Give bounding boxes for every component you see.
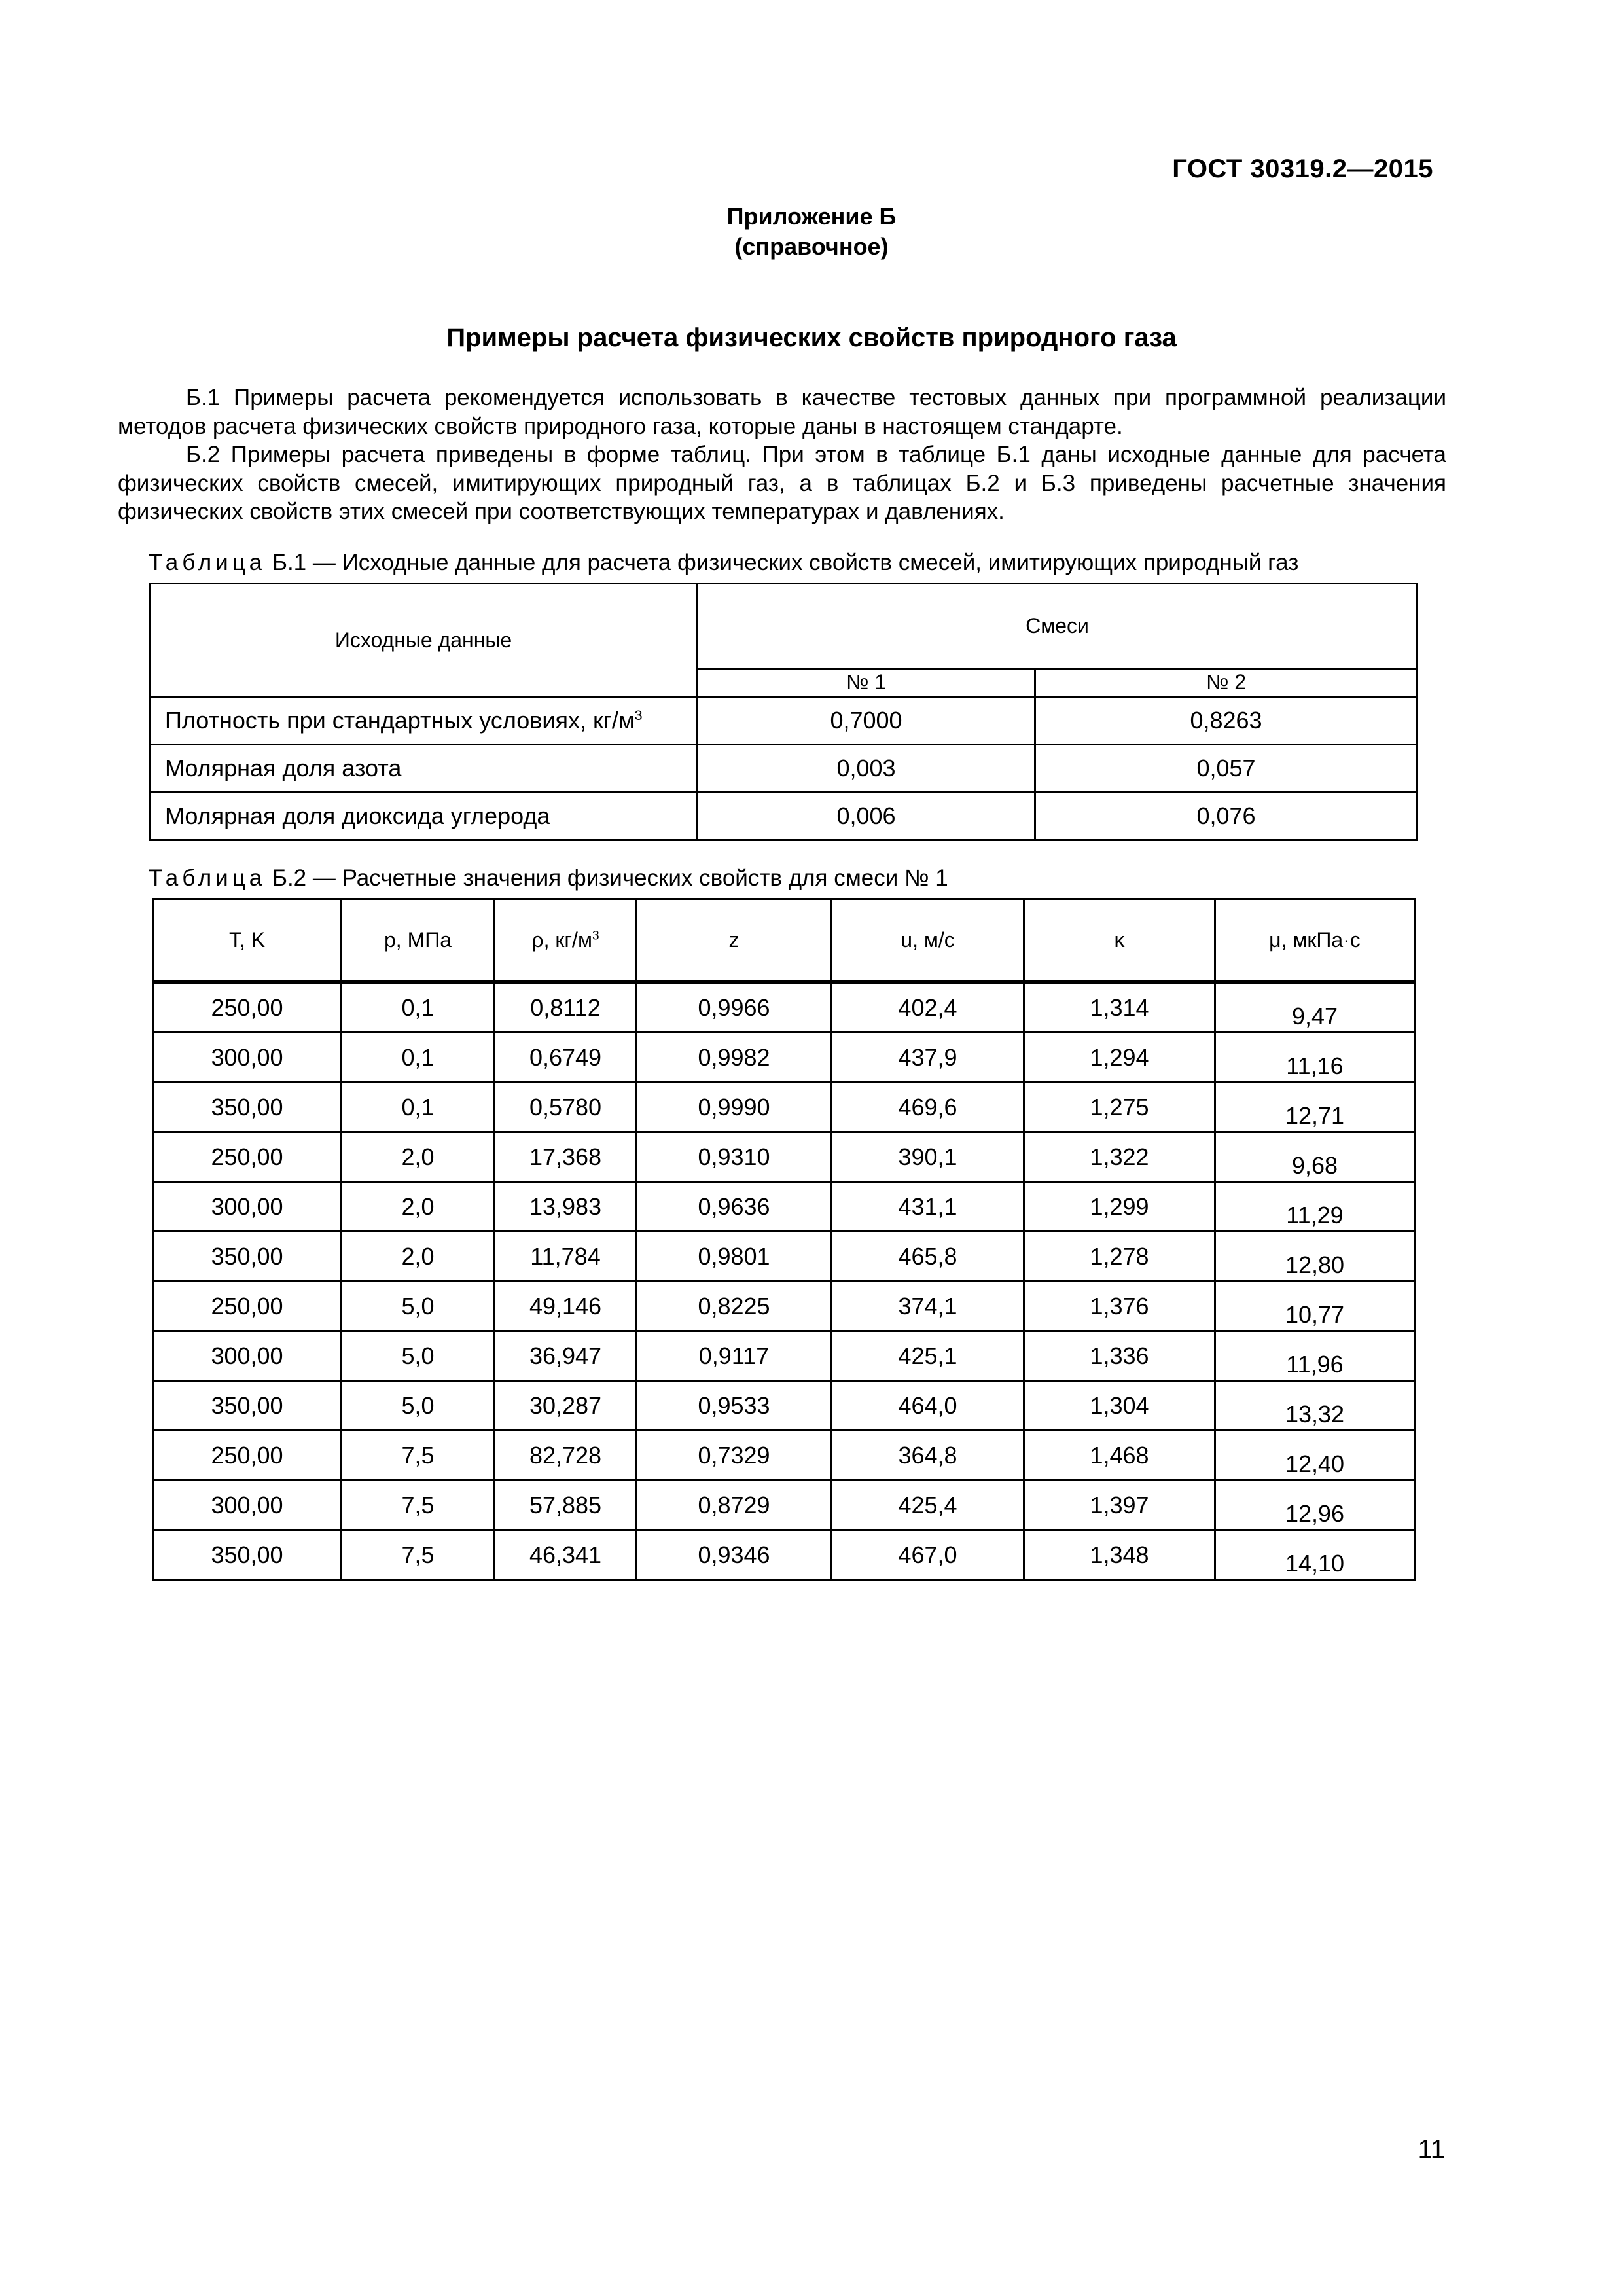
- table2-cell-pressure: 7,5: [342, 1480, 495, 1530]
- table2-cell-density: 0,5780: [495, 1083, 637, 1132]
- table2-cell-pressure: 0,1: [342, 1033, 495, 1083]
- annex-type: (справочное): [734, 233, 889, 260]
- table2-row: [153, 1431, 1415, 1480]
- table1-row-label: [150, 793, 698, 840]
- table2-cell-sound-speed: 402,4: [832, 982, 1024, 1033]
- table2-cell-pressure: 5,0: [342, 1282, 495, 1331]
- page-number: 11: [1418, 2135, 1445, 2164]
- annex-title: Приложение Б: [726, 203, 897, 230]
- table2-cell-sound-speed: 425,1: [832, 1331, 1024, 1381]
- table2-caption: [149, 865, 948, 891]
- annex-block: [0, 202, 1623, 262]
- table2-row: [153, 1083, 1415, 1132]
- table2-cell-temperature: 300,00: [153, 1182, 342, 1232]
- table1-row-label: [150, 745, 698, 793]
- table1-caption-text: Б.1 — Исходные данные для расчета физических свойств смесей, имитирующих природный газ: [272, 550, 1299, 575]
- table2-cell-isentropic-exponent: 1,294: [1024, 1033, 1215, 1083]
- table2-cell-temperature: 250,00: [153, 982, 342, 1033]
- table2-header-viscosity: μ, мкПа·с: [1215, 899, 1415, 982]
- table2-cell-isentropic-exponent: 1,468: [1024, 1431, 1215, 1480]
- table2-cell-density: 46,341: [495, 1530, 637, 1580]
- table2-cell-density: 13,983: [495, 1182, 637, 1232]
- table2-header-sound-speed: u, м/с: [832, 899, 1024, 982]
- table2-cell-compressibility: 0,9117: [637, 1331, 832, 1381]
- table2-cell-pressure: 7,5: [342, 1530, 495, 1580]
- table2-cell-viscosity: 14,10: [1215, 1530, 1415, 1580]
- paragraph-b1: Б.1 Примеры расчета рекомендуется использовать в качестве тестовых данных при программной реализации методов расчета физических свойств природного газа, которые даны в настоящем стандарте.: [118, 385, 1446, 439]
- table2-cell-temperature: 350,00: [153, 1232, 342, 1282]
- table1-row: [150, 697, 1418, 745]
- table2-cell-compressibility: 0,9310: [637, 1132, 832, 1182]
- table2-header-isentropic-exponent: κ: [1024, 899, 1215, 982]
- table2-cell-pressure: 7,5: [342, 1431, 495, 1480]
- table2-cell-temperature: 350,00: [153, 1083, 342, 1132]
- table2-cell-viscosity: 10,77: [1215, 1282, 1415, 1331]
- body-text: [118, 384, 1446, 526]
- table2-cell-density: 49,146: [495, 1282, 637, 1331]
- table2-cell-compressibility: 0,8225: [637, 1282, 832, 1331]
- table2-cell-density: 11,784: [495, 1232, 637, 1282]
- table2-cell-temperature: 300,00: [153, 1480, 342, 1530]
- table2-cell-sound-speed: 390,1: [832, 1132, 1024, 1182]
- table1-caption-label: Таблица: [149, 550, 266, 575]
- table2-cell-temperature: 250,00: [153, 1282, 342, 1331]
- table2-cell-temperature: 350,00: [153, 1381, 342, 1431]
- table2-cell-pressure: 0,1: [342, 982, 495, 1033]
- table2-row: [153, 1381, 1415, 1431]
- table2-cell-compressibility: 0,7329: [637, 1431, 832, 1480]
- table2-cell-isentropic-exponent: 1,348: [1024, 1530, 1215, 1580]
- table2-cell-viscosity: 11,96: [1215, 1331, 1415, 1381]
- table2-cell-isentropic-exponent: 1,275: [1024, 1083, 1215, 1132]
- table1-cell-mix2: 0,8263: [1035, 697, 1418, 745]
- table1-row-label-text: Плотность при стандартных условиях, кг/м: [165, 707, 635, 734]
- table2-cell-pressure: 2,0: [342, 1232, 495, 1282]
- table2-cell-isentropic-exponent: 1,376: [1024, 1282, 1215, 1331]
- table2-row: [153, 1331, 1415, 1381]
- table2-cell-isentropic-exponent: 1,322: [1024, 1132, 1215, 1182]
- table2-header-pressure: p, МПа: [342, 899, 495, 982]
- table2-cell-viscosity: 13,32: [1215, 1381, 1415, 1431]
- table2-header-density-sup: 3: [592, 928, 599, 942]
- table2-row: [153, 1480, 1415, 1530]
- table2-cell-viscosity: 12,40: [1215, 1431, 1415, 1480]
- table2-row: [153, 1530, 1415, 1580]
- table2-cell-viscosity: 12,80: [1215, 1232, 1415, 1282]
- table2-cell-compressibility: 0,9966: [637, 982, 832, 1033]
- table2-row: [153, 1132, 1415, 1182]
- paragraph-b2: Б.2 Примеры расчета приведены в форме таблиц. При этом в таблице Б.1 даны исходные данные для расчета физических свойств смесей, имитирующих природный газ, а в таблицах Б.2 и Б.3 приведены расчетные значения физических свойств этих смесей при соответствующих температурах и давлениях.: [118, 442, 1446, 524]
- table2-row: [153, 1232, 1415, 1282]
- page-heading: Примеры расчета физических свойств природного газа: [446, 323, 1177, 352]
- table2-cell-isentropic-exponent: 1,397: [1024, 1480, 1215, 1530]
- table2-cell-sound-speed: 469,6: [832, 1083, 1024, 1132]
- table2-cell-temperature: 300,00: [153, 1331, 342, 1381]
- table2: [152, 898, 1416, 1581]
- table2-cell-sound-speed: 437,9: [832, 1033, 1024, 1083]
- table1-cell-mix1: 0,006: [698, 793, 1035, 840]
- table1-cell-mix1: 0,003: [698, 745, 1035, 793]
- table1-header-mix2: № 2: [1035, 668, 1418, 696]
- table2-cell-isentropic-exponent: 1,278: [1024, 1232, 1215, 1282]
- table1-header-row: [150, 584, 1418, 669]
- table1: [149, 583, 1418, 841]
- table2-cell-density: 36,947: [495, 1331, 637, 1381]
- table1-row-label: [150, 697, 698, 745]
- table2-cell-viscosity: 9,47: [1215, 982, 1415, 1033]
- table1-caption: [149, 550, 1298, 576]
- table2-cell-viscosity: 12,96: [1215, 1480, 1415, 1530]
- table2-cell-temperature: 350,00: [153, 1530, 342, 1580]
- table2-cell-compressibility: 0,8729: [637, 1480, 832, 1530]
- table2-cell-isentropic-exponent: 1,304: [1024, 1381, 1215, 1431]
- table2-cell-sound-speed: 364,8: [832, 1431, 1024, 1480]
- table2-header-density: [495, 899, 637, 982]
- table2-cell-viscosity: 11,29: [1215, 1182, 1415, 1232]
- table2-cell-density: 82,728: [495, 1431, 637, 1480]
- table2-cell-density: 0,6749: [495, 1033, 637, 1083]
- table2-cell-pressure: 5,0: [342, 1331, 495, 1381]
- table1-row-label-text: Молярная доля азота: [165, 755, 402, 781]
- table1-body: [150, 697, 1418, 840]
- table2-cell-pressure: 2,0: [342, 1182, 495, 1232]
- table2-cell-sound-speed: 425,4: [832, 1480, 1024, 1530]
- table2-cell-sound-speed: 465,8: [832, 1232, 1024, 1282]
- table1-row-label-sup: 3: [634, 707, 643, 723]
- table1-row: [150, 793, 1418, 840]
- table2-cell-compressibility: 0,9982: [637, 1033, 832, 1083]
- table2-cell-sound-speed: 464,0: [832, 1381, 1024, 1431]
- table1-cell-mix2: 0,076: [1035, 793, 1418, 840]
- table2-cell-temperature: 300,00: [153, 1033, 342, 1083]
- table2-cell-pressure: 0,1: [342, 1083, 495, 1132]
- table1-header-source: Исходные данные: [150, 584, 698, 697]
- table2-cell-density: 17,368: [495, 1132, 637, 1182]
- table1-row: [150, 745, 1418, 793]
- table2-caption-text: Б.2 — Расчетные значения физических свойств для смеси № 1: [272, 865, 948, 891]
- table2-cell-isentropic-exponent: 1,336: [1024, 1331, 1215, 1381]
- table2-cell-sound-speed: 467,0: [832, 1530, 1024, 1580]
- table2-cell-isentropic-exponent: 1,314: [1024, 982, 1215, 1033]
- table2-cell-compressibility: 0,9801: [637, 1232, 832, 1282]
- table2-row: [153, 1182, 1415, 1232]
- table1-header-mixtures: Смеси: [698, 584, 1418, 669]
- table2-cell-viscosity: 9,68: [1215, 1132, 1415, 1182]
- table2-cell-viscosity: 11,16: [1215, 1033, 1415, 1083]
- table2-header-temperature: T, K: [153, 899, 342, 982]
- table2-cell-density: 30,287: [495, 1381, 637, 1431]
- table2-cell-compressibility: 0,9636: [637, 1182, 832, 1232]
- table2-caption-label: Таблица: [149, 865, 266, 891]
- table2-header-compressibility: z: [637, 899, 832, 982]
- table2-cell-sound-speed: 431,1: [832, 1182, 1024, 1232]
- table2-header-density-label: ρ, кг/м: [531, 927, 592, 952]
- table2-body: [153, 982, 1415, 1580]
- table2-row: [153, 1282, 1415, 1331]
- table2-cell-compressibility: 0,9990: [637, 1083, 832, 1132]
- table1-row-label-text: Молярная доля диоксида углерода: [165, 802, 550, 829]
- table2-cell-compressibility: 0,9346: [637, 1530, 832, 1580]
- table2-cell-compressibility: 0,9533: [637, 1381, 832, 1431]
- table2-cell-isentropic-exponent: 1,299: [1024, 1182, 1215, 1232]
- table1-cell-mix2: 0,057: [1035, 745, 1418, 793]
- table2-cell-density: 57,885: [495, 1480, 637, 1530]
- table2-cell-temperature: 250,00: [153, 1431, 342, 1480]
- table2-cell-pressure: 2,0: [342, 1132, 495, 1182]
- table2-cell-viscosity: 12,71: [1215, 1083, 1415, 1132]
- table2-cell-pressure: 5,0: [342, 1381, 495, 1431]
- table2-cell-temperature: 250,00: [153, 1132, 342, 1182]
- table1-cell-mix1: 0,7000: [698, 697, 1035, 745]
- table1-header-mix1: № 1: [698, 668, 1035, 696]
- table2-row: [153, 982, 1415, 1033]
- table2-row: [153, 1033, 1415, 1083]
- table2-cell-sound-speed: 374,1: [832, 1282, 1024, 1331]
- table2-header-row: [153, 899, 1415, 982]
- standard-code: ГОСТ 30319.2—2015: [1172, 154, 1433, 183]
- table2-cell-density: 0,8112: [495, 982, 637, 1033]
